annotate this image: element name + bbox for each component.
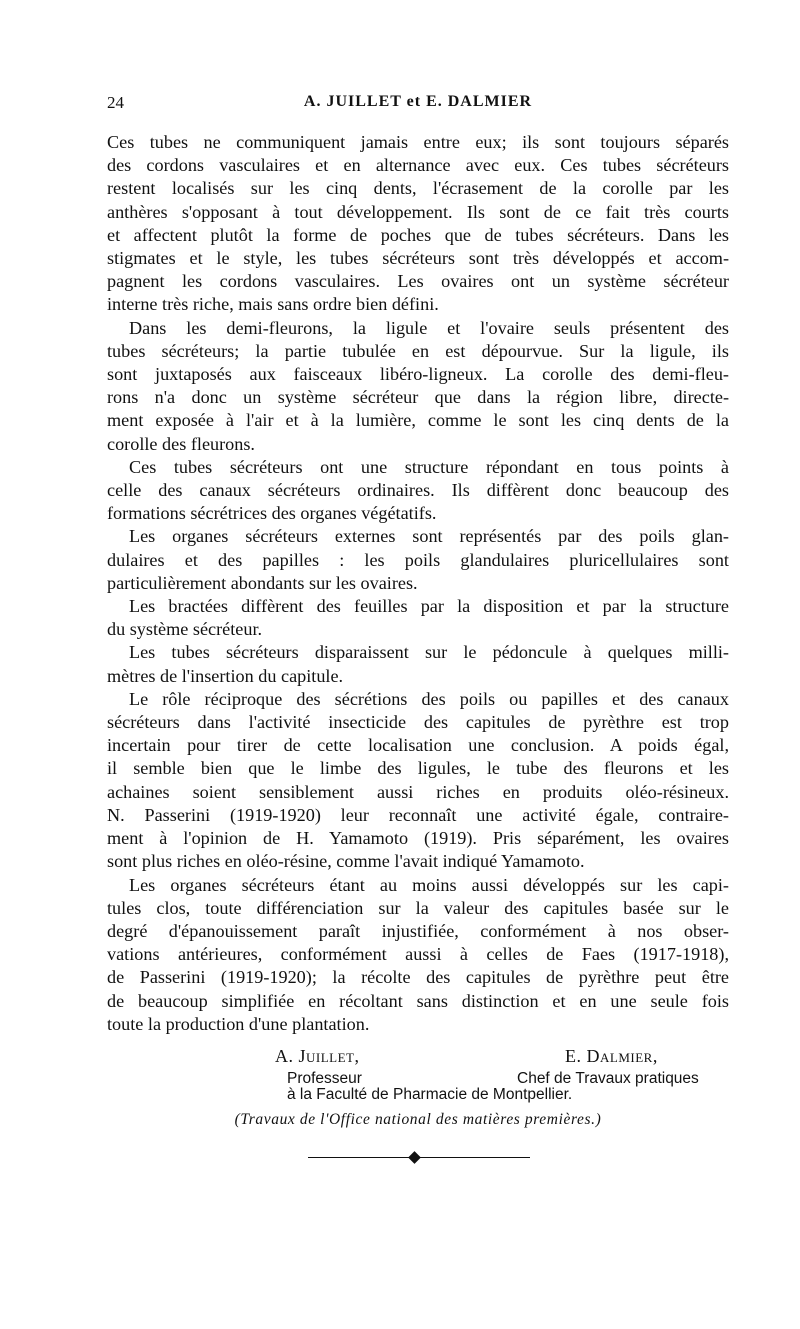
text-line: ment exposée à l'air et à la lumière, comme le sont les cinq dents de la bbox=[107, 410, 729, 431]
text-line: mètres de l'insertion du capitule. bbox=[107, 665, 344, 686]
body-text bbox=[107, 131, 729, 1036]
page-header bbox=[107, 93, 729, 117]
text-line: Ces tubes sécréteurs ont une structure répondant en tous points à bbox=[129, 456, 729, 477]
text-line: Les tubes sécréteurs disparaissent sur le pédoncule à quelques milli- bbox=[129, 642, 729, 663]
text-line: achaines soient sensiblement aussi riches en produits oléo-résineux. bbox=[107, 781, 729, 802]
text-line: toute la production d'une plantation. bbox=[107, 1013, 370, 1034]
text-line: pagnent les cordons vasculaires. Les ovaires ont un système sécréteur bbox=[107, 271, 729, 292]
running-title: A. JUILLET et E. DALMIER bbox=[303, 93, 533, 110]
text-line: et affectent plutôt la forme de poches que de tubes sécréteurs. Dans les bbox=[107, 224, 729, 245]
text-line: Le rôle réciproque des sécrétions des poils ou papilles et des canaux bbox=[129, 688, 729, 709]
text-line: Dans les demi-fleurons, la ligule et l'ovaire seuls présentent des bbox=[129, 317, 729, 338]
text-line: vations antérieures, conformément aussi à celles de Faes (1917-1918), bbox=[107, 944, 729, 965]
text-line: stigmates et le style, les tubes sécréteurs sont très développés et accom- bbox=[107, 248, 729, 269]
text-line: de beaucoup simplifiée en récoltant sans distinction et en une seule fois bbox=[107, 990, 729, 1011]
author-name: A. Juillet, bbox=[275, 1046, 360, 1066]
text-line: Les organes sécréteurs externes sont représentés par des poils glan- bbox=[129, 526, 729, 547]
text-line: Les organes sécréteurs étant au moins aussi développés sur les capi- bbox=[129, 874, 729, 895]
text-line: anthères s'opposant à tout développement. Ils sont de ce fait très courts bbox=[107, 201, 729, 222]
page-number: 24 bbox=[107, 93, 124, 112]
text-line: incertain pour tirer de cette localisation une conclusion. A poids égal, bbox=[107, 735, 729, 756]
text-line: il semble bien que le limbe des ligules, le tube des fleurons et les bbox=[107, 758, 729, 779]
text-line: ment à l'opinion de H. Yamamoto (1919). Pris séparément, les ovaires bbox=[107, 828, 729, 849]
source-note: (Travaux de l'Office national des matières premières.) bbox=[234, 1111, 602, 1128]
text-line: rons n'a donc un système sécréteur que dans la région libre, directe- bbox=[107, 387, 729, 408]
text-line: Les bractées diffèrent des feuilles par la disposition et par la structure bbox=[129, 596, 729, 617]
author-role: Chef de Travaux pratiques bbox=[517, 1070, 699, 1087]
author-name: E. Dalmier, bbox=[565, 1046, 658, 1066]
text-line: N. Passerini (1919-1920) leur reconnaît une activité égale, contraire- bbox=[107, 804, 729, 825]
author-affiliation: à la Faculté de Pharmacie de Montpellier. bbox=[287, 1086, 573, 1103]
text-line: tubes sécréteurs; la partie tubulée en est dépourvue. Sur la ligule, ils bbox=[107, 340, 729, 361]
end-ornament bbox=[308, 1152, 530, 1164]
text-line: sécréteurs dans l'activité insecticide des capitules de pyrèthre est trop bbox=[107, 712, 729, 733]
text-line: interne très riche, mais sans ordre bien défini. bbox=[107, 294, 439, 315]
signature-block bbox=[107, 1046, 729, 1156]
text-line: degré d'épanouissement paraît injustifiée, conformément à nos obser- bbox=[107, 920, 729, 941]
text-line: des cordons vasculaires et en alternance avec eux. Ces tubes sécréteurs bbox=[107, 155, 729, 176]
text-line: restent localisés sur les cinq dents, l'écrasement de la corolle par les bbox=[107, 178, 729, 199]
diamond-icon bbox=[408, 1151, 421, 1164]
text-line: tules clos, toute différenciation sur la valeur des capitules basée sur le bbox=[107, 897, 729, 918]
text-line: du système sécréteur. bbox=[107, 619, 263, 640]
text-line: celle des canaux sécréteurs ordinaires. Ils diffèrent donc beaucoup des bbox=[107, 480, 729, 501]
text-line: corolle des fleurons. bbox=[107, 433, 255, 454]
text-line: dulaires et des papilles : les poils glandulaires pluricellulaires sont bbox=[107, 549, 729, 570]
text-line: sont plus riches en oléo-résine, comme l'avait indiqué Yamamoto. bbox=[107, 851, 585, 872]
text-line: formations sécrétrices des organes végétatifs. bbox=[107, 503, 437, 524]
text-line: sont juxtaposés aux faisceaux libéro-ligneux. La corolle des demi-fleu- bbox=[107, 364, 729, 385]
text-line: de Passerini (1919-1920); la récolte des capitules de pyrèthre peut être bbox=[107, 967, 729, 988]
text-line: Ces tubes ne communiquent jamais entre eux; ils sont toujours séparés bbox=[107, 132, 729, 152]
text-line: particulièrement abondants sur les ovaires. bbox=[107, 572, 418, 593]
author-role: Professeur bbox=[287, 1070, 362, 1087]
